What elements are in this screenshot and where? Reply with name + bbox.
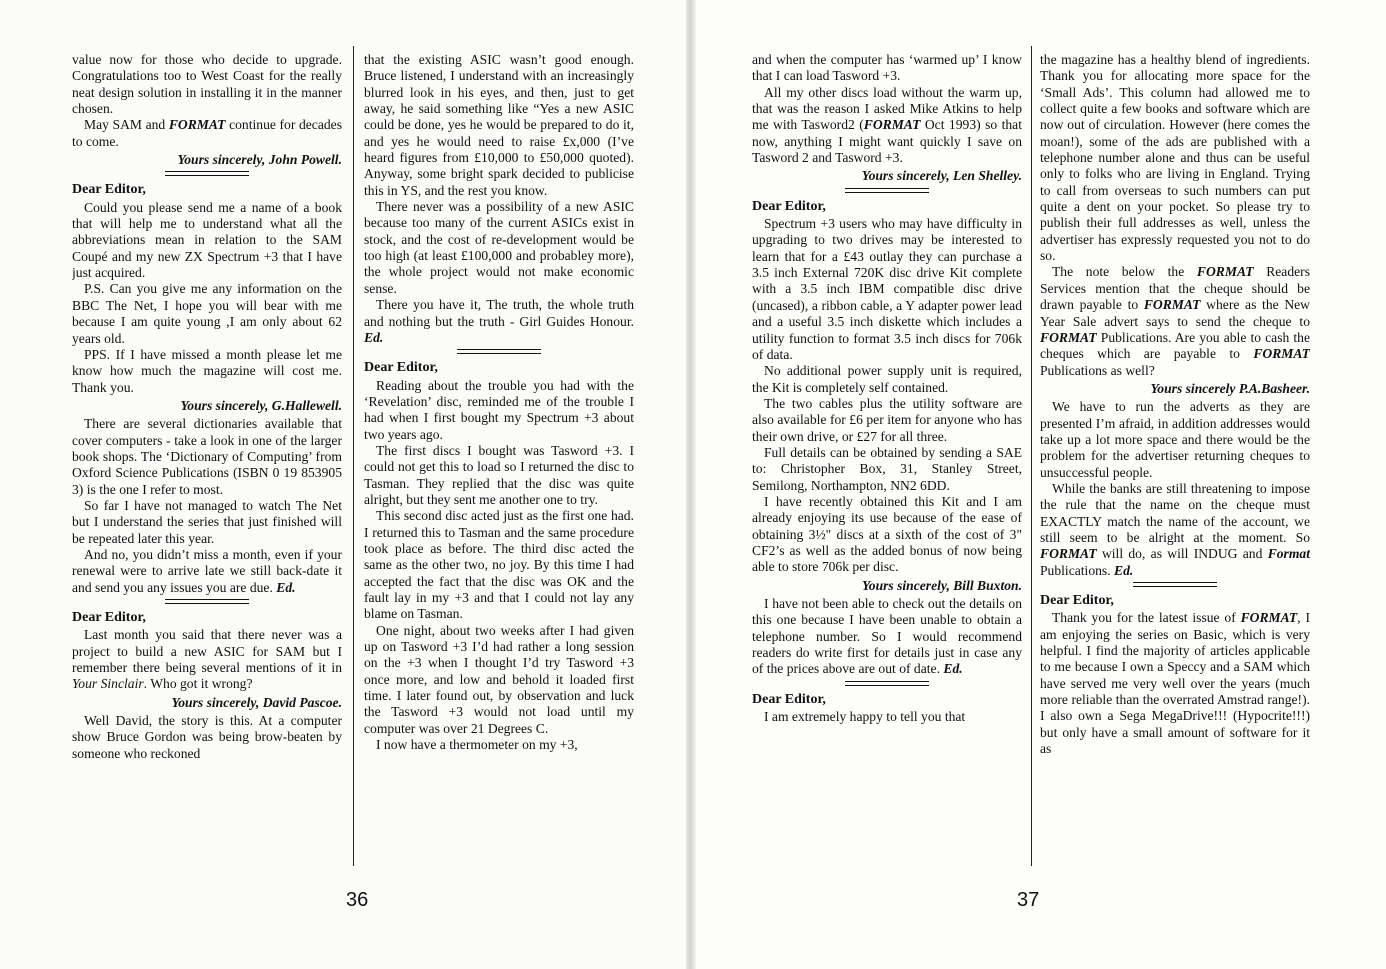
column-1 xyxy=(72,52,342,872)
letter-heading: Dear Editor, xyxy=(72,182,146,198)
paragraph: No additional power supply unit is required, the Kit is completely self contained. xyxy=(752,363,1022,395)
paragraph: Well David, the story is this. At a computer show Bruce Gordon was being brow-beaten by someone who reckoned xyxy=(72,713,342,761)
text: Readers Services mention that the cheque should be drawn payable to xyxy=(1040,264,1310,313)
paragraph: Spectrum +3 users who may have difficulty in upgrading to two drives may be interested to learn that for a £43 outlay they can purchase a 3.5 inch External 720K disc drive Kit complete with a 3.5 inch IBM compatible disc drive (uncased), a ribbon cable, a Y adapter power lead and a useful 3.5 inch diskette which includes a utility function to format 3.5 inch discs for 706k of data. xyxy=(752,216,1022,362)
text: The note below the xyxy=(1052,264,1197,280)
editor-mark: Ed. xyxy=(943,661,963,677)
column-3 xyxy=(752,52,1022,872)
format-brand: FORMAT xyxy=(1240,610,1298,626)
text: . Who got it wrong? xyxy=(143,676,253,692)
signature: Yours sincerely, Bill Buxton. xyxy=(861,577,1022,593)
text: Oct 1993) so that now, anything I might want quickly I save on Tasword 2 and Tasword +3. xyxy=(752,117,1022,166)
column-2 xyxy=(364,52,634,872)
text: Last month you said that there never was a project to build a new ASIC for SAM but I remember there being several mentions of it in xyxy=(72,627,342,676)
editor-mark: Ed. xyxy=(276,579,296,595)
text: May SAM and xyxy=(84,117,169,133)
letter-separator xyxy=(1133,582,1217,587)
letter-separator xyxy=(165,171,249,176)
paragraph: This second disc acted just as the first one had. I returned this to Tasman and the same procedure took place as before. The third disc acted the same as the other two, no joy. By this time I had accepted the fact that the disc was OK and the fault lay in my +3 and that I could not lay any blame on Tasman. xyxy=(364,508,634,622)
signature: Yours sincerely, Len Shelley. xyxy=(861,168,1022,184)
signature: Yours sincerely, David Pascoe. xyxy=(171,694,342,710)
column-rule xyxy=(1031,46,1032,866)
paragraph: the magazine has a healthy blend of ingredients. Thank you for allocating more space for the ‘Small Ads’. This column had allowed me to collect quite a few books and software which are now out of circulation. However (here comes the moan!), some of the ads are published with a telephone number alone and thus can be useful only to folks who are living in England. Trying to call from overseas to such numbers can put quite a dent on your pocket. So please try to publish their full addresses as well, unless the advertiser has expressly requested you not to do so. xyxy=(1040,52,1310,264)
text: continue for decades to come. xyxy=(72,117,342,149)
paragraph: that the existing ASIC wasn’t good enough. Bruce listened, I understand with an increasingly blurred look in his eyes, and then, just to get away, he said something like “Yes a new ASIC could be done, yes he would be prepared to do it, and yes he would need to raise £x,000 (I’ve heard figures from £10,000 to £50,000 quoted). Anyway, some bright spark decided to publicise this in YS, and the rest you know. xyxy=(364,52,634,198)
text: And no, you didn’t miss a month, even if your renewal were to arrive late we still back-date it and send you any issues you are due. xyxy=(72,546,342,595)
text: There you have it, The truth, the whole truth and nothing but the truth - Girl Guides Honour. xyxy=(364,297,634,329)
book-gutter xyxy=(686,0,696,969)
format-brand: FORMAT xyxy=(168,117,226,133)
paragraph xyxy=(72,547,342,596)
paragraph: PPS. If I have missed a month please let me know how much the magazine will cost me. Thank you. xyxy=(72,346,342,395)
letter-separator xyxy=(165,599,249,604)
paragraph: P.S. Can you give me any information on the BBC The Net, I hope you will bear with me because I am quite young ,I am only about 62 years old. xyxy=(72,281,342,346)
column-4 xyxy=(1040,52,1310,872)
text: will do, as will INDUG and xyxy=(1096,546,1268,562)
text: All my other discs load without the warm up, that was the reason I asked Mike Atkins to help me with Tasword2 ( xyxy=(752,84,1022,133)
paragraph: and when the computer has ‘warmed up’ I know that I can load Tasword +3. xyxy=(752,52,1022,84)
paragraph: I am extremely happy to tell you that xyxy=(764,709,966,725)
paragraph: There are several dictionaries available that cover computers - take a look in one of the larger book shops. The ‘Dictionary of Computing’ from Oxford Science Publications (ISBN 0 19 853905 3) is the one I refer to most. xyxy=(72,416,342,497)
paragraph: value now for those who decide to upgrade. Congratulations too to West Coast for the really neat design solution in installing it in the manner chosen. xyxy=(72,52,342,117)
paragraph: I now have a thermometer on my +3, xyxy=(376,737,578,753)
format-brand: FORMAT xyxy=(1040,329,1097,345)
format-brand: FORMAT xyxy=(1143,297,1201,313)
paragraph xyxy=(364,297,634,346)
paragraph xyxy=(72,627,342,692)
text: Thank you for the latest issue of xyxy=(1052,610,1241,626)
paragraph xyxy=(752,85,1022,167)
page-number: 36 xyxy=(346,889,369,911)
letter-heading: Dear Editor, xyxy=(1040,593,1114,608)
text: Publications as well? xyxy=(1040,362,1155,378)
text: where as the New Year Sale advert says to send the cheque to xyxy=(1040,297,1310,329)
paragraph xyxy=(1040,481,1310,579)
signature: Yours sincerely, G.Hallewell. xyxy=(180,397,342,413)
paragraph: There never was a possibility of a new ASIC because too many of the current ASICs exist in stock, and the cost of re-development would be too high (at least £100,000 and probabley more), the whole project would not make economic sense. xyxy=(364,199,634,296)
text: While the banks are still threatening to impose the rule that the name on the cheque must EXACTLY match the name of the account, we still seem to be alright at the moment. So xyxy=(1040,480,1310,545)
format-brand: FORMAT xyxy=(1253,346,1310,362)
paragraph: Full details can be obtained by sending a SAE to: Christopher Box, 31, Stanley Street, Semilong, Northampton, NN2 6DD. xyxy=(752,444,1022,493)
editor-mark: Ed. xyxy=(1114,562,1134,578)
editor-mark: Ed. xyxy=(364,329,384,345)
letter-heading: Dear Editor, xyxy=(72,610,146,625)
text: , I am enjoying the series on Basic, which is very helpful. I find the majority of articles applicable to me because I own a Speccy and a SAM which have served me very well over the years (much more reliable than the overrated Amstrad range!). I also own a Sega MegaDrive!!! (Hypocrite!!!) but only have a small amount of software for it as xyxy=(1040,610,1310,757)
paragraph: The first discs I bought was Tasword +3. I could not get this to load so I returned the disc to Tasman. They replied that the disc was quite alright, but they sent me another one to try. xyxy=(364,442,634,507)
letter-separator xyxy=(457,349,541,354)
format-brand: Format xyxy=(1267,546,1310,562)
letter-heading: Dear Editor, xyxy=(752,198,826,214)
text: Publications. xyxy=(1040,562,1115,578)
page-number: 37 xyxy=(1017,889,1040,911)
paragraph: I have recently obtained this Kit and I am already enjoying its use because of the ease of obtaining 3½" discs at a sixth of the cost of 3" CF2’s as well as the added bonus of now being able to store 706k per disc. xyxy=(752,493,1022,575)
column-rule xyxy=(353,46,354,866)
paragraph: So far I have not managed to watch The Net but I understand the series that just finished will be repeated later this year. xyxy=(72,497,342,546)
magazine-title: Your Sinclair xyxy=(72,676,144,692)
signature: Yours sincerely, John Powell. xyxy=(177,152,342,168)
paragraph xyxy=(1040,264,1310,378)
text: Publications. Are you able to cash the cheques which are payable to xyxy=(1040,329,1310,362)
signature: Yours sincerely P.A.Basheer. xyxy=(1150,380,1310,396)
paragraph xyxy=(72,117,342,150)
text: I have not been able to check out the details on this one because I have been unable to obtain a telephone number. So I would recommend readers do write first for details just in case any of the prices above are out of date. xyxy=(752,596,1022,677)
paragraph xyxy=(752,596,1022,678)
paragraph: One night, about two weeks after I had given up on Tasword +3 I’d had rather a long session on the +3 when I thought I’d try Tasword +3 once more, and low and behold it loaded first time. I later found out, by observation and luck the Tasword +3 would not load until my computer was over 21 Degrees C. xyxy=(364,622,634,736)
format-brand: FORMAT xyxy=(863,117,921,133)
letter-heading: Dear Editor, xyxy=(752,691,826,707)
paragraph: The two cables plus the utility software are also available for £6 per item for anyone who has their own drive, or £27 for all three. xyxy=(752,395,1022,444)
paragraph: Could you please send me a name of a book that will help me to understand what all the abbreviations mean in relation to the SAM Coupé and my new ZX Spectrum +3 that I have just acquired. xyxy=(72,199,342,281)
letter-separator xyxy=(845,188,929,193)
letter-heading: Dear Editor, xyxy=(364,360,438,376)
paragraph: Reading about the trouble you had with the ‘Revelation’ disc, reminded me of the trouble I had when I first bought my Spectrum +3 about two years ago. xyxy=(364,377,634,442)
format-brand: FORMAT xyxy=(1040,546,1097,562)
letter-separator xyxy=(845,681,929,686)
format-brand: FORMAT xyxy=(1196,264,1254,280)
paragraph: We have to run the adverts as they are presented I’m afraid, in addition addresses would take up a lot more space and there would be the problem for the advertiser returning cheques to unsuccessful people. xyxy=(1040,399,1310,480)
paragraph xyxy=(1040,610,1310,757)
